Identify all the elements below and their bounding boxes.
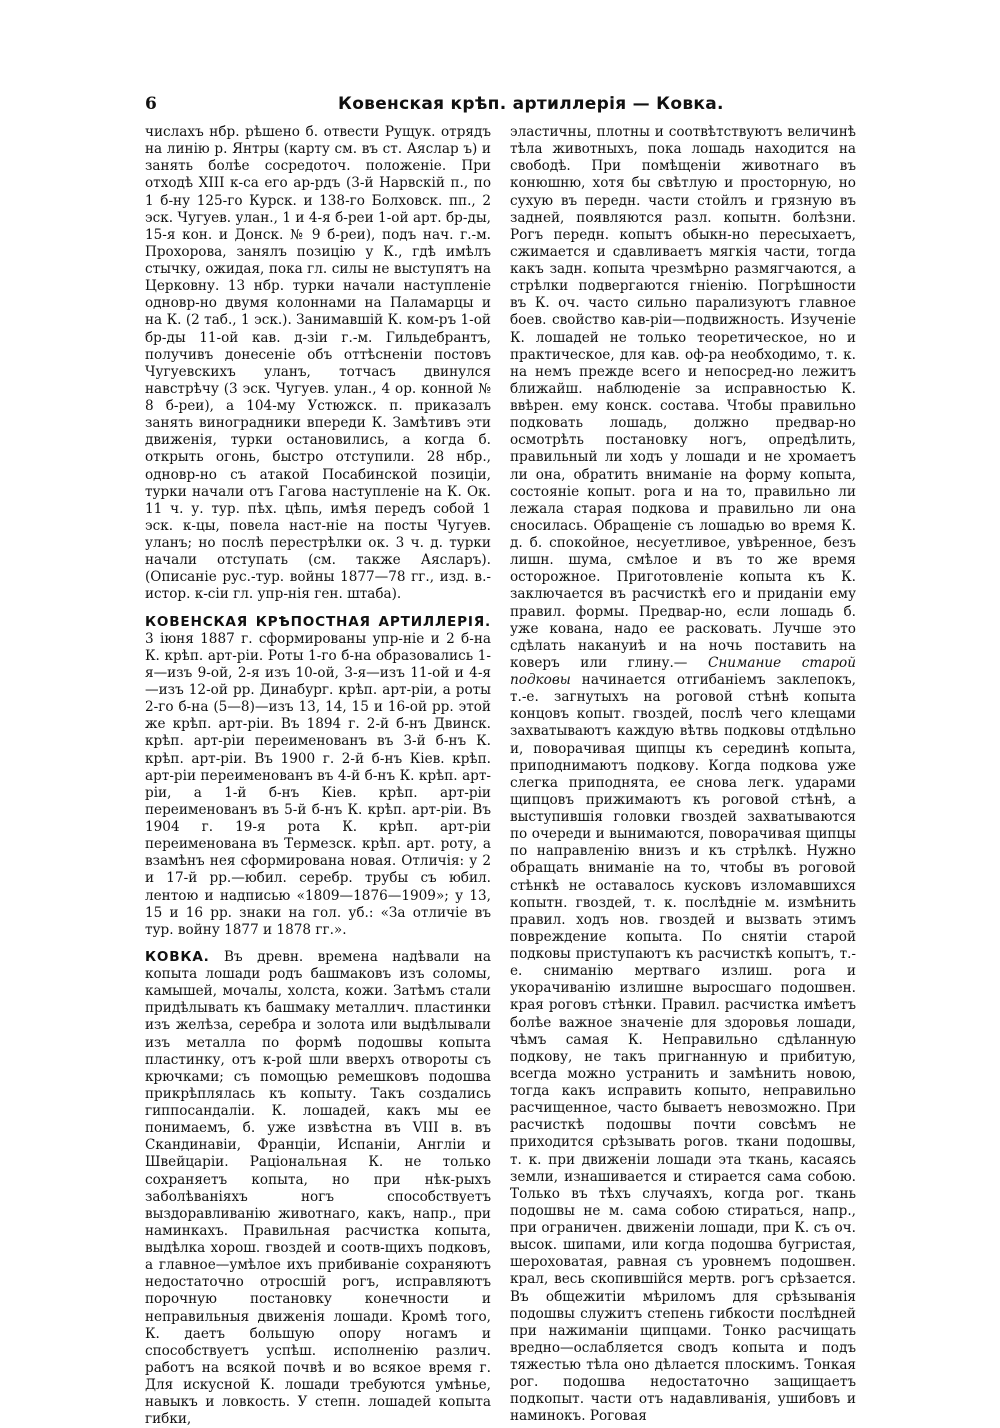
right-column <box>510 124 856 1425</box>
page-header <box>145 94 869 118</box>
article-kovka <box>145 949 491 1428</box>
page-number: 6 <box>145 94 157 114</box>
article-kovno-fortress-artillery <box>145 614 491 939</box>
article-text: начинается отгибаніемъ заклепокъ, т.-е. загнутыхъ на роговой стѣнѣ копыта концовъ копыт. гвоздей, послѣ чего клещами захватываютъ каждую вѣтвь подковы отдѣльно и, поворачивая щипцы къ серединѣ копыта, приподнимаютъ подкову. Когда подкова уже слегка приподнята, ее снова легк. ударами щипцовъ прижимаютъ къ роговой стѣнѣ, а выступившія головки гвоздей захватываются по очереди и вынимаются, поворачивая щипцы по направленію внизъ и къ стрѣлкѣ. Нужно обращать вниманіе на то, чтобы въ роговой стѣнкѣ не оставалось кусковъ изломавшихся копытн. гвоздей, т. к. послѣдніе м. измѣнить правил. ходъ нов. гвоздей и вызвать этимъ повреждение копыта. По снятіи старой подковы приступаютъ къ расчисткѣ копытъ, т.-е. сниманію мертваго излиш. рога и укорачиванію излишне выросшаго подошвен. края роговъ стѣнки. Правил. расчистка имѣетъ болѣе важное значеніе для здоровья лошади, чѣмъ самая К. Неправильно сдѣланную подкову, не такъ пригнанную и прибитую, всегда можно устранить и замѣнить новою, тогда какъ исправить копыто, неправильно расчищенное, часто бываетъ невозможно. При расчисткѣ подошвы почти совсѣмъ не приходится срѣзывать рогов. ткани подошвы, т. к. при движеніи лошади эта ткань, касаясь земли, изнашивается и стирается сама собою. Только въ тѣхъ случаяхъ, когда рог. ткань подошвы не м. сама собою стираться, напр., при ограничен. движеніи лошади, при К. съ оч. высок. шипами, или когда подошва бугристая, шероховатая, равная съ уровнемъ подошвен. крал, весь скопившійся мертв. рогъ срѣзается. Въ общежитіи мѣриломъ для срѣзыванія подошвы служитъ степень гибкости послѣдней при нажиманіи щипцами. Тонко расчищать вредно—ослабляется сводъ копыта и подъ тяжестью тѣла оно дѣлается плоскимъ. Тонкая рог. подошва недостаточно защищаетъ подкопыт. части отъ надавливанія, ушибовъ и наминокъ. Роговая <box>510 672 856 1425</box>
article-kovka-continued <box>510 124 856 1426</box>
italic-subheading: Снимание старой подковы <box>510 654 856 688</box>
article-text: 3 іюня 1887 г. сформированы упр-ніе и 2 б-на К. крѣп. арт-ріи. Роты 1-го б-на образовались 1-я—изъ 9-ой, 2-я изъ 10-ой, 3-я—изъ 11-ой и 4-я—изъ 12-ой рр. Динабург. крѣп. арт-ріи, а роты 2-го б-на (5—8)—изъ 13, 14, 15 и 16-ой рр. этой же крѣп. арт-ріи. Въ 1894 г. 2-й б-нъ Двинск. крѣп. арт-ріи переименованъ въ 3-й б-нъ К. крѣп. арт-ріи. Въ 1900 г. 2-й б-нъ Кіев. крѣп. арт-ріи переименованъ въ 4-й б-нъ К. крѣп. арт-ріи, а 1-й б-нъ Кіев. крѣп. арт-ріи переименованъ въ 5-й б-нъ К. крѣп. арт-ріи. Въ 1904 г. 19-я рота К. крѣп. арт-ріи переименована въ Термезск. крѣп. арт. роту, а взамѣнъ нея сформирована новая. Отличія: у 2 и 17-й рр.—юбил. серебр. трубы съ юбил. лентою и надписью «1809—1876—1909»; у 13, 15 и 16 рр. знаки на гол. уб.: «За отличіе въ тур. войну 1877 и 1878 гг.». <box>145 630 491 938</box>
left-column <box>145 124 491 1428</box>
headword: КОВЕНСКАЯ КРѢПОСТНАЯ АРТИЛЛЕРІЯ. <box>145 613 491 630</box>
article-text: Въ древн. времена надѣвали на копыта лошади родъ башмаковъ изъ соломы, камышей, мочалы, холста, кожи. Затѣмъ стали придѣлывать къ башмаку металлич. пластинки изъ желѣза, серебра и золота или выдѣлывали изъ металла по формѣ подошвы копыта пластинку, отъ к-рой шли вверхъ отвороты съ крючками; съ помощью ремешковъ подошва прикрѣплялась къ копыту. Такъ создались гиппосандаліи. К. лошадей, какъ мы ее понимаемъ, б. уже извѣстна въ VIII в. въ Скандинавіи, Франціи, Испаніи, Англіи и Швейцаріи. Раціональная К. не только сохраняетъ копыта, но при нѣк-рыхъ заболѣваніяхъ ногъ способствуетъ выздоравливанію животнаго, какъ, напр., при наминкахъ. Правильная расчистка копыта, выдѣлка хорош. гвоздей и соотв-щихъ подковъ, а главное—умѣлое ихъ прибиваніе сохраняютъ недостаточно отросшій рогъ, исправляютъ порочную постановку конечности и неправильныя движенія лошади. Кромѣ того, К. даетъ большую опору ногамъ и способствуетъ успѣш. исполненію различ. работъ на всякой почвѣ и во всякое время г. Для искусной К. лошади требуются умѣнье, навыкъ и ловкость. У степн. лошадей копыта гибки, <box>145 948 491 1428</box>
article-text-kovatch-battle: числахъ нбр. рѣшено б. отвести Рущук. отрядъ на линію р. Янтры (карту см. въ ст. Аяслар ъ) и занять болѣе сосредоточ. положеніе. При отходѣ XIII к-са его ар-рдъ (3-й Нарвскій п., по 1 б-ну 125-го Курск. и 138-го Болховск. пп., 2 эск. Чугуев. улан., 1 и 4-я б-реи 1-ой арт. бр-ды, 15-я кон. и Донск. № 9 б-реи), подъ нач. г.-м. Прохорова, занялъ позицію у К., гдѣ имѣлъ стычку, ожидая, пока гл. силы не выступятъ на Церковну. 13 нбр. турки начали наступленіе одновр-но двумя колоннами на Паламарцы и на К. (2 таб., 1 эск.). Занимавшій К. ком-ръ 1-ой бр-ды 11-ой кав. д-зіи г.-м. Гильдебрантъ, получивъ донесеніе объ оттѣсненіи постовъ Чугуевскихъ уланъ, тотчасъ двинулся навстрѣчу (3 эск. Чугуев. улан., 4 ор. конной № 8 б-реи), а 104-му Устюжск. п. приказалъ занять виноградники впереди К. Замѣтивъ эти движенія, турки остановились, а когда б. открыть огонь, быстро отступили. 28 нбр., одновр-но съ атакой Посабинской позиціи, турки начали отъ Гагова наступленіе на К. Ок. 11 ч. у. тур. пѣх. цѣпь, имѣя передъ собой 1 эск. к-цы, повела наст-ніе на посты Чугуев. уланъ; но послѣ перестрѣлки ок. 3 ч. д. турки начали отступать (см. также Аясларъ). (Описаніе рус.-тур. войны 1877—78 гг., изд. в.-истор. к-сіи гл. упр-нія ген. штаба). <box>145 124 491 603</box>
headword: КОВКА. <box>145 948 210 965</box>
running-title: Ковенская крѣп. артиллерія — Ковка. <box>338 94 724 114</box>
article-text: эластичны, плотны и соотвѣтствуютъ величинѣ тѣла животныхъ, пока лошадь находится на свободѣ. При помѣщеніи животнаго въ конюшню, хотя бы свѣтлую и просторную, но сухую въ передн. части стойлъ и грязную въ задней, появляются разл. копытн. болѣзни. Рогъ передн. копытъ обыкн-но пересыхаетъ, сжимается и сдавливаетъ мягкія части, тогда какъ задн. копыта чрезмѣрно размягчаются, а стрѣлки подвергаются гніенію. Погрѣшности въ К. оч. часто сильно парализуютъ главное боев. свойство кав-ріи—подвижность. Изученіе К. лошадей не только теоретическое, но и практическое, для кав. оф-ра необходимо, т. к. на немъ прежде всего и непосред-но лежитъ ближайш. наблюденіе за исправностью К. ввѣрен. ему конск. состава. Чтобы правильно подковать лошадь, должно предвар-но осмотрѣть постановку ногъ, опредѣлить, правильный ли ходъ у лошади и не хромаетъ ли она, обратить вниманіе на форму копыта, состояніе копыт. рога и на то, правильно ли лежала старая подкова и правильно ли она сносилась. Обращеніе съ лошадью во время К. д. б. спокойное, несуетливое, увѣренное, безъ лишн. шума, смѣлое и въ то же время осторожное. Приготовленіе копыта къ К. заключается въ расчисткѣ его и приданіи ему правил. формы. Предвар-но, если лошадь б. уже кована, надо ее расковать. Лучше это сдѣлать накануиѣ и на ночь поставить на коверъ или глину.— <box>510 124 856 671</box>
